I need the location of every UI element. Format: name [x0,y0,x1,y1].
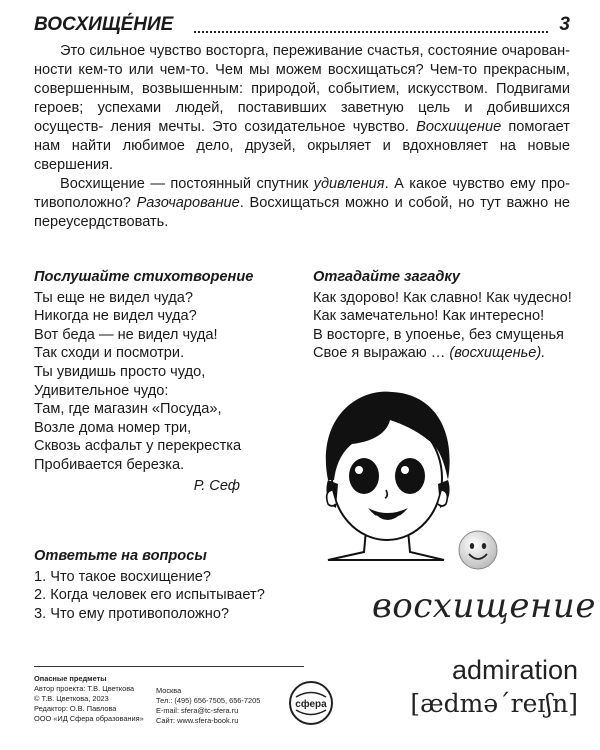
intro-text [34,42,570,232]
poem-line: Ты еще не видел чуда? [34,289,193,306]
page-title: ВОСХИЩЕ́НИЕ [34,14,174,35]
footer-contact-line: Тел.: (495) 656-7505, 656-7205 [156,696,261,705]
riddle-line: Как здорово! Как славно! Как чудесно! [313,289,572,306]
footer-divider [34,666,304,667]
footer-contact-line: E-mail: sfera@tc-sfera.ru [156,706,239,715]
poem-line: Удивительное чудо: [34,382,169,399]
riddle-line: В восторге, в упоенье, без смущенья [313,326,564,343]
intro-paragraph-1: Это сильное чувство восторга, переживание счастья, состояние очарован- ности кем-то или чем-то. Чем мы можем восхищаться? Чем-то прекрасным, совершенным, возвышенным: природой, событием, искусством. Подвигами героев; успехами людей, поставивших заветную цель и добившихся осуществ- ления мечты. Это созидательное чувство. Восхищение помогает нам найти любимое дело, друзей, окрыляет и вдохновляет на новые свершения. [34,43,570,173]
footer-credit-line: Редактор: О.В. Павлова [34,704,117,713]
title-dotted-leader [194,31,548,33]
sfera-logo-icon [288,680,334,726]
poem-line: Ты увидишь просто чудо, [34,363,206,380]
footer-credits [34,674,144,724]
riddle-answer: (восхищенье). [449,345,546,362]
intro-paragraph-2: Восхищение — постоянный спутник удивления. А какое чувство ему про- тивоположно? Разочарование. Восхищаться можно и собой, но тут важно не переусердствовать. [34,176,570,230]
footer-credit-line: © Т.В. Цветкова, 2023 [34,694,109,703]
riddle-heading: Отгадайте загадку [313,269,461,285]
word-cursive: восхищение [372,586,596,626]
girl-illustration [306,380,466,565]
poem-line: Сквозь асфальт у перекрестка [34,438,242,455]
word-english: admiration [451,655,578,685]
questions-section [34,547,314,623]
svg-text:сфера: сфера [295,699,327,710]
questions-heading: Ответьте на вопросы [34,548,207,564]
poem-heading: Послушайте стихотворение [34,269,254,285]
poem-line: Возле дома номер три, [34,419,192,436]
word-transcription: [ædmə΄reɪʃn] [410,689,578,718]
footer-book-title: Опасные предметы [34,674,107,683]
footer-credit-line: Автор проекта: Т.В. Цветкова [34,684,135,693]
poem-line: Никогда не видел чуда? [34,308,197,325]
poem-line: Так сходи и посмотри. [34,345,185,362]
page-number: 3 [559,14,570,35]
smiley-face-icon [456,528,500,572]
poem-section [34,268,284,495]
poem-author: Р. Сеф [193,477,240,494]
question-item: 2. Когда человек его испытывает? [34,587,265,604]
riddle-line: Как замечательно! Как интересно! [313,308,545,325]
poem-line: Пробивается березка. [34,456,185,473]
footer-contact-line: Сайт: www.sfera-book.ru [156,716,239,725]
riddle-section [313,268,583,363]
page-header [34,14,570,40]
footer-contact-line: Москва [156,686,182,695]
question-item: 3. Что ему противоположно? [34,605,230,622]
question-item: 1. Что такое восхищение? [34,568,211,585]
poem-line: Вот беда — не видел чуда! [34,326,218,343]
poem-line: Там, где магазин «Посуда», [34,401,222,418]
riddle-line: Свое я выражаю … (восхищенье). [313,345,546,362]
footer-contacts [156,686,260,726]
footer-credit-line: ООО «ИД Сфера образования» [34,714,144,723]
